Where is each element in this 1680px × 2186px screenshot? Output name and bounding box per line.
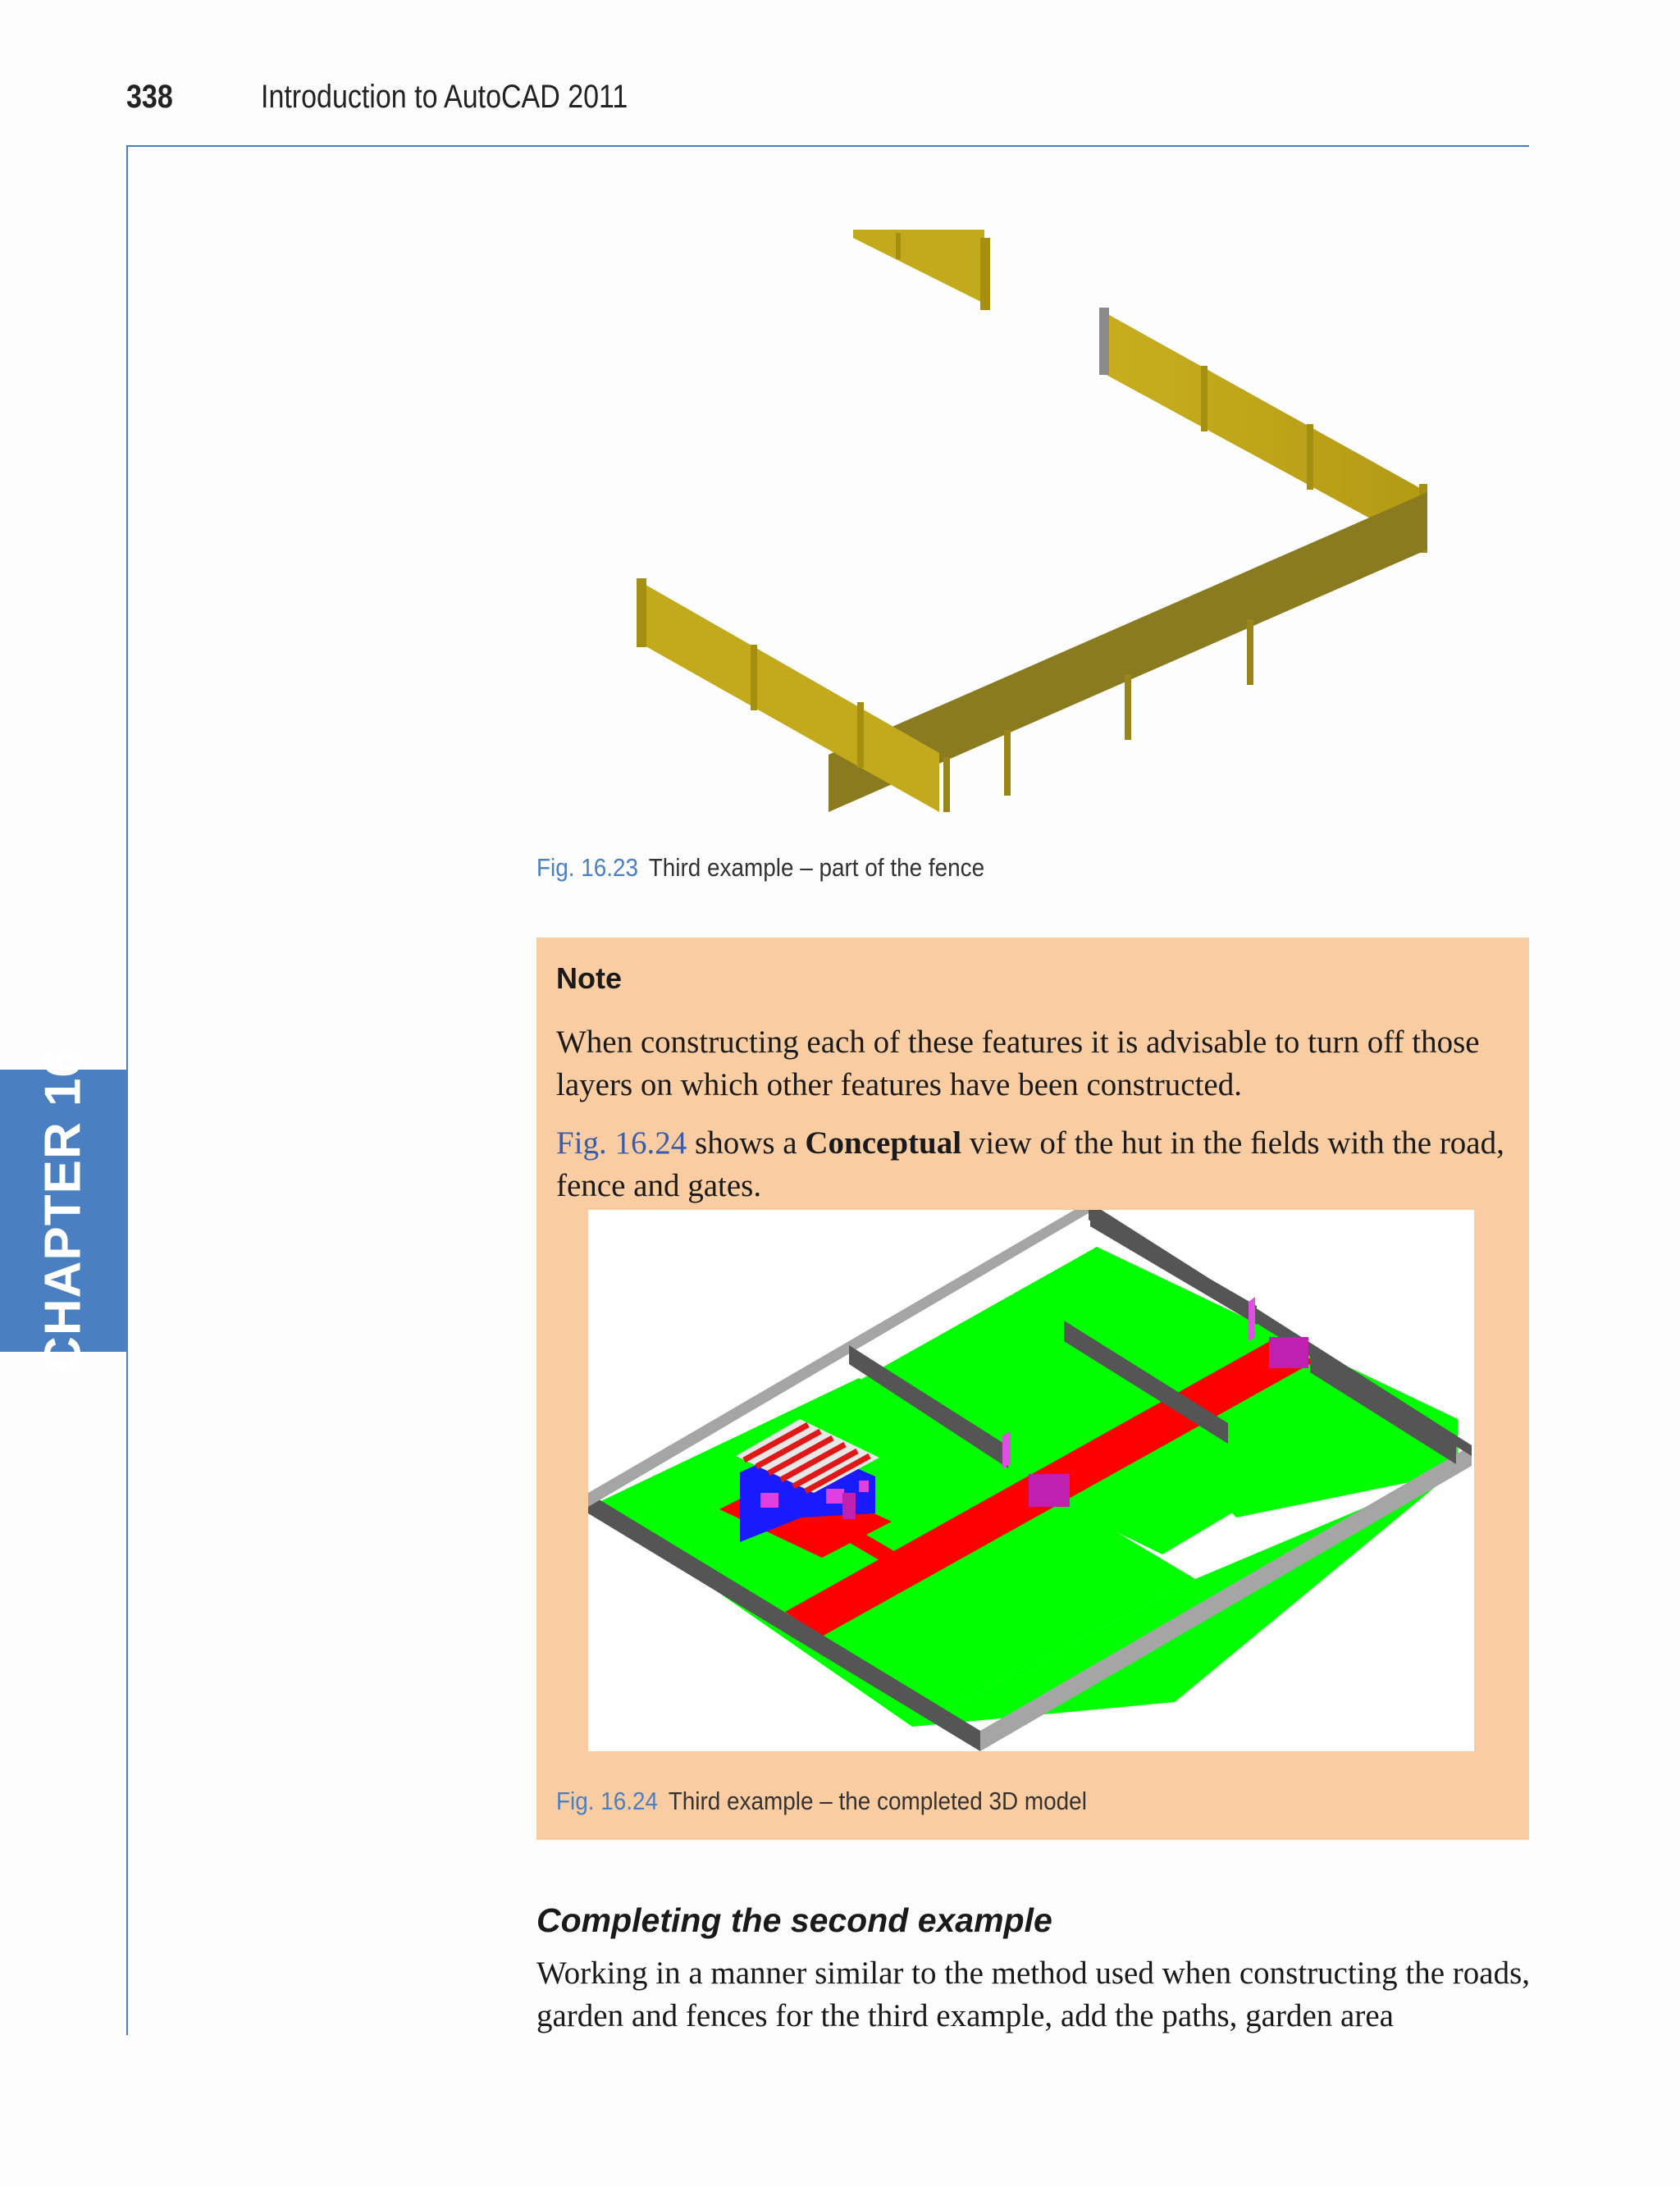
header-rule [126, 145, 1529, 147]
hut-window [859, 1481, 869, 1492]
fence-panel [853, 230, 984, 303]
figure-caption-text: Third example – the completed 3D model [668, 1787, 1087, 1815]
fence-figure [607, 221, 1427, 812]
fence-post [896, 233, 901, 259]
running-header-title: Introduction to AutoCAD 2011 [261, 79, 628, 115]
note-title: Note [556, 961, 622, 995]
gate [1269, 1337, 1308, 1368]
fence-post [1004, 730, 1011, 796]
note-paragraph: When constructing each of these features it is advisable to turn off those layers on which other features have been constructed. [556, 1025, 1480, 1102]
fence-post [1099, 308, 1109, 375]
fence-post [1201, 366, 1208, 431]
bold-term: Conceptual [805, 1125, 962, 1161]
chapter-tab-label: CHAPTER 16 [34, 1048, 92, 1373]
section-heading: Completing the second example [536, 1901, 1052, 1939]
page-number: 338 [126, 79, 173, 115]
chapter-tab [0, 1048, 127, 1373]
gate [1249, 1297, 1255, 1341]
fence-post [943, 757, 950, 812]
fence-post [1125, 674, 1131, 740]
fence-post [1307, 424, 1313, 490]
fence-post [1247, 619, 1253, 685]
hut-window [760, 1493, 778, 1508]
figure-caption [556, 1787, 1087, 1816]
hut-door [842, 1493, 856, 1519]
note-paragraph: Fig. 16.24 shows a Conceptual view of the hut in the ﬁelds with the road, fence and gates. [556, 1125, 1504, 1203]
figure-reference-link[interactable]: Fig. 16.24 [556, 1125, 687, 1161]
figure-label: Fig. 16.23 [536, 853, 639, 882]
model-figure [588, 1210, 1474, 1751]
body-paragraph: Working in a manner similar to the method used when constructing the roads, garden and fences for the third example, add the paths, garden area [536, 1956, 1530, 2033]
fence-post [637, 578, 646, 647]
figure-caption-text: Third example – part of the fence [648, 853, 985, 882]
figure-caption [536, 853, 984, 883]
fence-post [751, 645, 757, 710]
fence-post [980, 238, 990, 310]
figure-label: Fig. 16.24 [556, 1787, 659, 1815]
gate [1002, 1431, 1011, 1468]
hut-window [826, 1489, 844, 1504]
fence-panel [641, 582, 939, 812]
gate [1029, 1474, 1070, 1507]
fence-post [857, 702, 864, 768]
